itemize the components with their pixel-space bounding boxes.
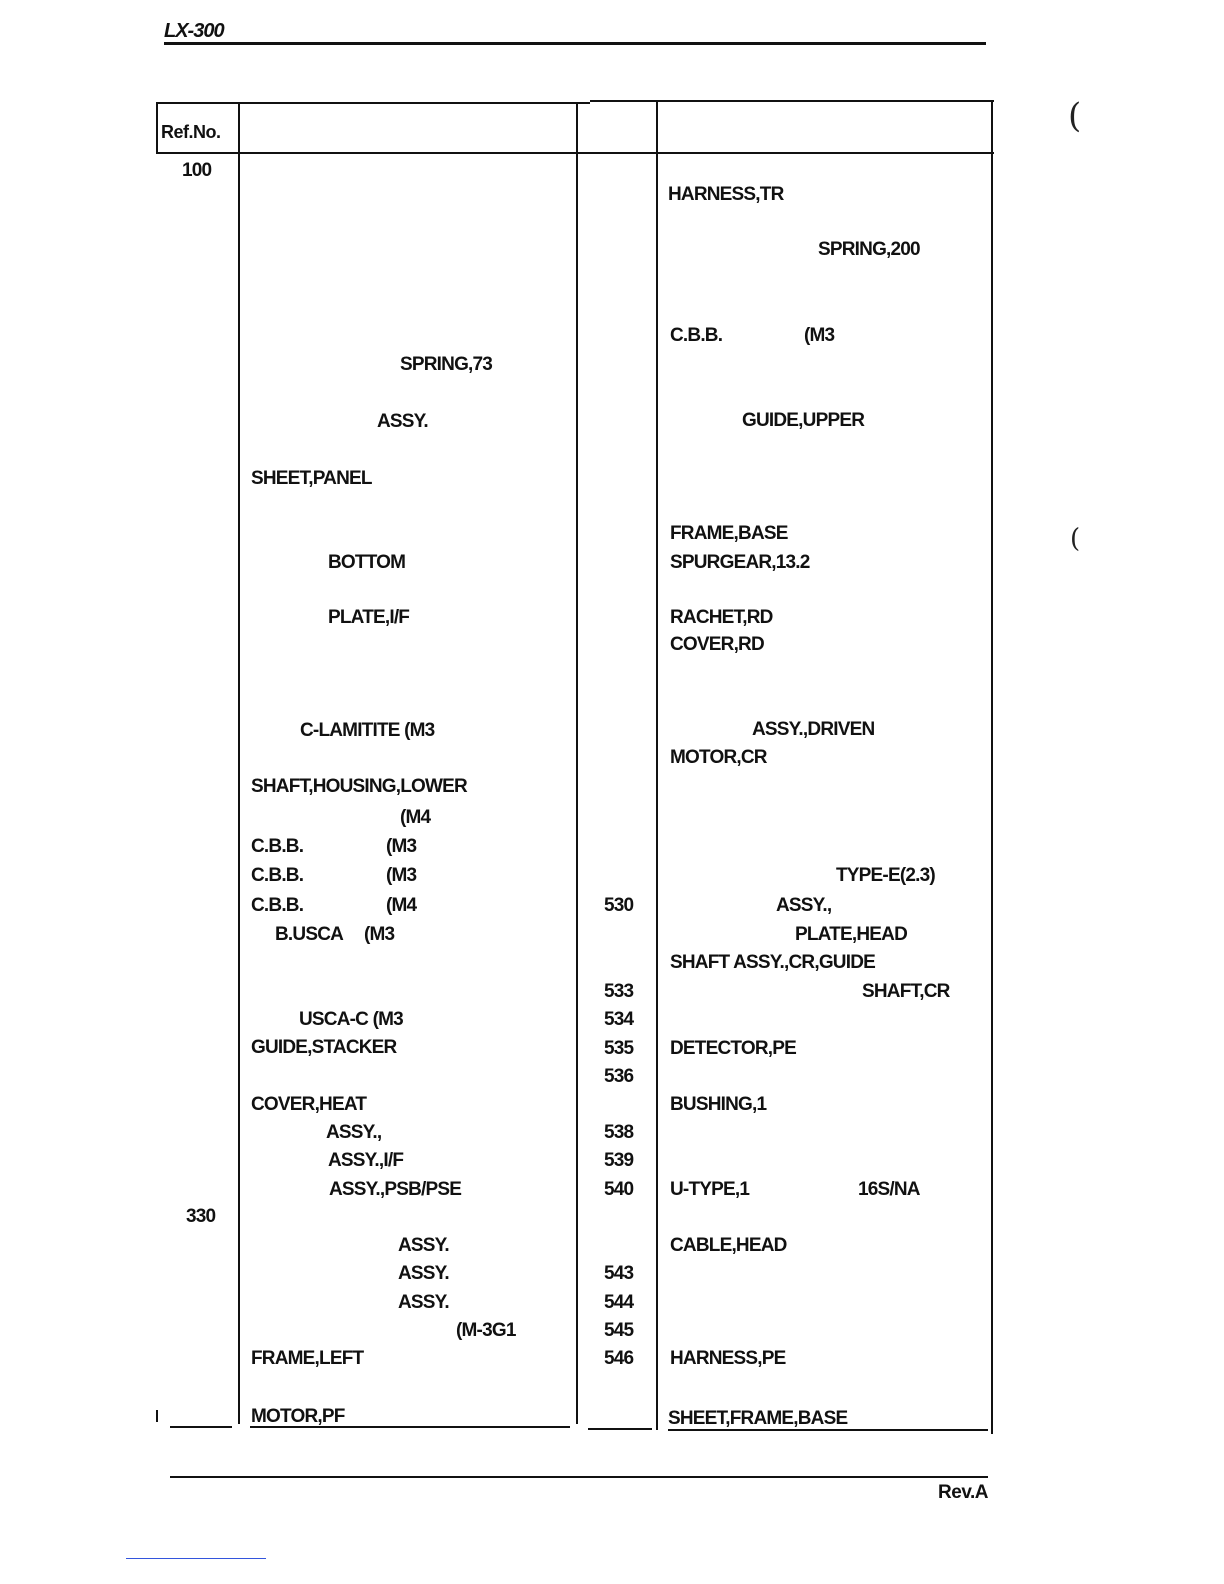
part-description: C.B.B.: [251, 865, 304, 886]
ref-number: 546: [604, 1348, 634, 1369]
page-title: LX-300: [164, 20, 224, 42]
part-description: ASSY.: [398, 1235, 449, 1256]
part-description: C.B.B.: [251, 836, 304, 857]
part-description: SPURGEAR,13.2: [670, 552, 810, 573]
part-description: BOTTOM: [328, 552, 406, 573]
part-description: TYPE-E(2.3): [836, 865, 935, 886]
header-rule: [164, 42, 986, 45]
part-description: FRAME,BASE: [670, 523, 788, 544]
margin-mark: (: [1068, 96, 1082, 136]
part-description: RACHET,RD: [670, 607, 773, 628]
part-description: CABLE,HEAD: [670, 1235, 787, 1256]
part-description: ASSY.: [377, 411, 428, 432]
part-description: PLATE,HEAD: [795, 924, 907, 945]
part-description: (M4: [386, 895, 417, 916]
part-description: USCA-C (M3: [299, 1009, 403, 1030]
ref-number: 545: [604, 1320, 634, 1341]
part-description: 16S/NA: [858, 1179, 920, 1200]
ref-number: 533: [604, 981, 634, 1002]
part-description: HARNESS,PE: [670, 1348, 786, 1369]
ref-number: 534: [604, 1009, 634, 1030]
part-description: (M3: [804, 325, 835, 346]
footer-rule: [170, 1476, 988, 1478]
part-description: SHAFT,CR: [862, 981, 950, 1002]
part-description: ASSY.,: [776, 895, 832, 916]
part-description: GUIDE,UPPER: [742, 410, 865, 431]
part-description: SHEET,FRAME,BASE: [668, 1408, 848, 1429]
part-description: FRAME,LEFT: [251, 1348, 364, 1369]
part-description: U-TYPE,1: [670, 1179, 750, 1200]
part-description: (M3: [386, 836, 417, 857]
ref-number: 540: [604, 1179, 634, 1200]
part-description: HARNESS,TR: [668, 184, 784, 205]
part-description: C-LAMITITE (M3: [300, 720, 435, 741]
part-description: SPRING,200: [818, 239, 920, 260]
ref-number: 536: [604, 1066, 634, 1087]
ref-number: 330: [186, 1206, 216, 1227]
table-bottom-rule-1: [170, 1426, 232, 1428]
table-col-divider-2: [576, 102, 578, 1424]
part-description: C.B.B.: [251, 895, 304, 916]
table-header-rule: [156, 152, 994, 154]
part-description: MOTOR,PF: [251, 1406, 345, 1427]
ref-number: 539: [604, 1150, 634, 1171]
part-description: ASSY.,I/F: [328, 1150, 404, 1171]
part-description: MOTOR,CR: [670, 747, 767, 768]
part-description: SHAFT,HOUSING,LOWER: [251, 776, 467, 797]
table-col-divider-3: [656, 100, 658, 1430]
part-description: (M3: [386, 865, 417, 886]
part-description: (M-3G1: [456, 1320, 516, 1341]
table-left-border: [156, 102, 158, 154]
table-top-border-right: [654, 100, 994, 102]
part-description: (M4: [400, 807, 431, 828]
link-underline: [126, 1558, 266, 1559]
part-description: COVER,RD: [670, 634, 764, 655]
ref-number: 544: [604, 1292, 634, 1313]
part-description: ASSY.: [398, 1263, 449, 1284]
part-description: B.USCA: [275, 924, 344, 945]
table-left-stub: [156, 1410, 158, 1422]
part-description: PLATE,I/F: [328, 607, 410, 628]
ref-number: 538: [604, 1122, 634, 1143]
table-bottom-rule-3: [588, 1428, 652, 1430]
part-description: SPRING,73: [400, 354, 493, 375]
table-col-divider-1: [238, 104, 240, 1424]
part-description: ASSY.,: [326, 1122, 382, 1143]
margin-mark: (: [1070, 524, 1081, 554]
ref-number: 543: [604, 1263, 634, 1284]
part-description: COVER,HEAT: [251, 1094, 367, 1115]
part-description: SHEET,PANEL: [251, 468, 372, 489]
ref-number: 535: [604, 1038, 634, 1059]
part-description: GUIDE,STACKER: [251, 1037, 397, 1058]
ref-number: 100: [182, 160, 212, 181]
part-description: DETECTOR,PE: [670, 1038, 796, 1059]
ref-number: 530: [604, 895, 634, 916]
part-description: SHAFT ASSY.,CR,GUIDE: [670, 952, 875, 973]
part-description: ASSY.: [398, 1292, 449, 1313]
part-description: (M3: [364, 924, 395, 945]
ref-no-column-header: Ref.No.: [161, 122, 221, 142]
part-description: ASSY.,DRIVEN: [752, 719, 875, 740]
part-description: ASSY.,PSB/PSE: [329, 1179, 462, 1200]
part-description: BUSHING,1: [670, 1094, 767, 1115]
revision-label: Rev.A: [938, 1482, 988, 1503]
table-top-border-mid: [590, 100, 654, 102]
part-description: C.B.B.: [670, 325, 723, 346]
table-top-border-left: [156, 102, 590, 104]
table-right-border: [991, 100, 993, 1434]
